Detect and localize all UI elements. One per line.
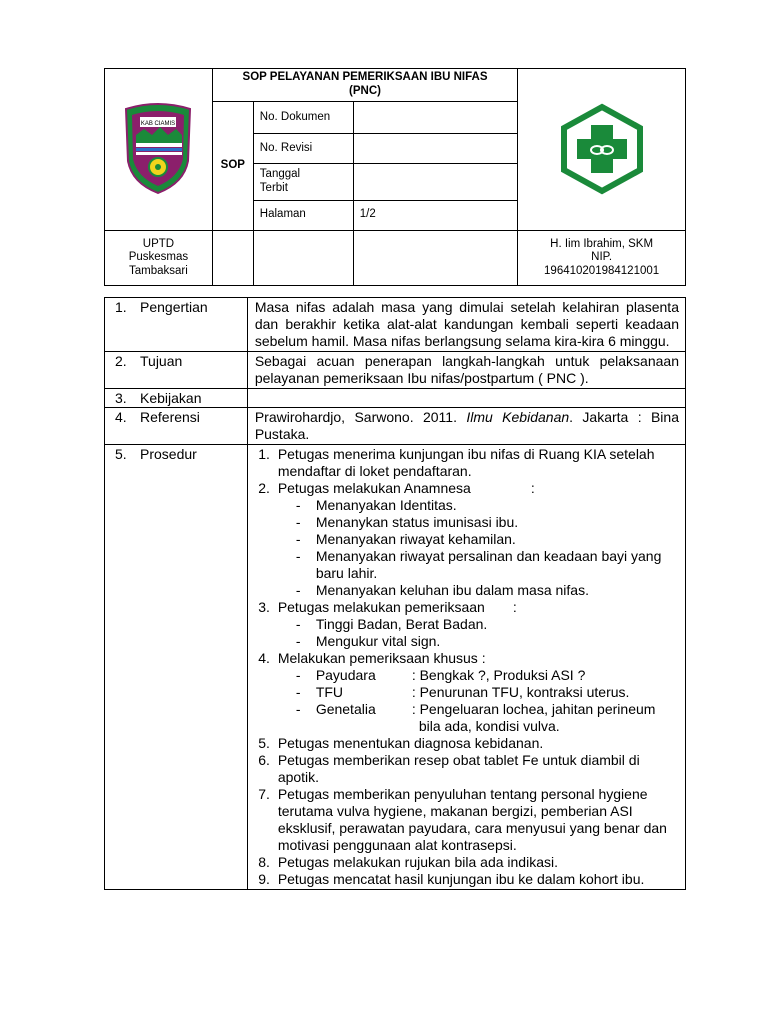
section-referensi bbox=[105, 408, 686, 445]
referensi-author: Prawirohardjo, Sarwono. 2011. bbox=[254, 409, 467, 425]
section-number: 1. bbox=[115, 299, 127, 315]
no-dokumen-value bbox=[353, 102, 517, 134]
step-4 bbox=[274, 650, 679, 735]
referensi-publisher: . Jakarta : Bina Pustaka. bbox=[254, 409, 679, 442]
step-3-colon: : bbox=[512, 599, 517, 615]
list-item: - Menanyakan riwayat kehamilan. bbox=[296, 531, 679, 548]
step-4-list bbox=[278, 667, 679, 735]
puskesmas-logo-icon bbox=[557, 103, 647, 195]
org-line1: UPTD bbox=[142, 237, 175, 250]
empty-cell-label bbox=[253, 230, 353, 285]
list-item: - Menanyakan riwayat persalinan dan keadaan bayi yang baru lahir. bbox=[296, 548, 679, 582]
step-3-text: Petugas melakukan pemeriksaan bbox=[277, 599, 485, 615]
prosedur-steps bbox=[252, 446, 679, 888]
section-label: Tujuan bbox=[140, 353, 183, 369]
prosedur-content bbox=[247, 445, 685, 890]
section-label: Pengertian bbox=[140, 299, 208, 315]
list-item: - Tinggi Badan, Berat Badan. bbox=[296, 616, 679, 633]
section-number: 4. bbox=[115, 409, 127, 425]
list-item: - Mengukur vital sign. bbox=[296, 633, 679, 650]
regency-emblem-icon bbox=[122, 101, 194, 197]
step-3 bbox=[274, 599, 679, 650]
list-item: - Menanyakan Identitas. bbox=[296, 497, 679, 514]
step-9: 9. Petugas mencatat hasil kunjungan ibu ke dalam kohort ibu. bbox=[274, 871, 679, 888]
kebijakan-text bbox=[247, 389, 685, 408]
exam-key: - Payudara bbox=[315, 667, 376, 683]
org-cell bbox=[105, 230, 213, 285]
step-2-list bbox=[278, 497, 679, 599]
step-6: 6. Petugas memberikan resep obat tablet Fe untuk diambil di apotik. bbox=[274, 752, 679, 786]
list-item bbox=[296, 667, 679, 684]
empty-cell-value bbox=[353, 230, 517, 285]
exam-key: - Genetalia bbox=[315, 701, 376, 717]
tujuan-text: Sebagai acuan penerapan langkah-langkah untuk pelaksanaan pelayanan pemeriksaan Ibu nifas/postpartum ( PNC ). bbox=[247, 352, 685, 389]
doc-title-cell bbox=[212, 69, 517, 102]
exam-value: : Penurunan TFU, kontraksi uterus. bbox=[411, 684, 630, 700]
referensi-text bbox=[247, 408, 685, 445]
section-number: 2. bbox=[115, 353, 127, 369]
step-5: 5. Petugas menentukan diagnosa kebidanan. bbox=[274, 735, 679, 752]
no-revisi-value bbox=[353, 134, 517, 164]
step-7: 7. Petugas memberikan penyuluhan tentang personal hygiene terutama vulva hygiene, makanan bergizi, pemberian ASI eksklusif, perawatan payudara, cara menyusui yang benar dan motivasi penggunaan alat kontrasepsi. bbox=[274, 786, 679, 854]
step-4-text: Melakukan pemeriksaan khusus : bbox=[277, 650, 486, 666]
sop-header-table bbox=[104, 68, 686, 286]
tanggal-terbit-value bbox=[353, 164, 517, 201]
section-number: 3. bbox=[115, 390, 127, 406]
doc-title-line1: SOP PELAYANAN PEMERIKSAAN IBU NIFAS bbox=[242, 71, 488, 83]
signer-name: H. Iim Ibrahim, SKM bbox=[550, 237, 654, 250]
sop-label: SOP bbox=[212, 102, 253, 231]
regency-logo-cell bbox=[105, 69, 213, 231]
section-label: Referensi bbox=[140, 409, 200, 425]
org-line3: Tambaksari bbox=[129, 265, 188, 278]
list-item bbox=[296, 684, 679, 701]
org-line2: Puskesmas bbox=[128, 251, 189, 264]
halaman-value: 1/2 bbox=[353, 200, 517, 230]
list-item: - Menanyakan keluhan ibu dalam masa nifas. bbox=[296, 582, 679, 599]
no-revisi-label: No. Revisi bbox=[253, 134, 353, 164]
step-2-colon: : bbox=[530, 480, 535, 496]
puskesmas-logo-cell bbox=[518, 69, 686, 231]
list-item bbox=[296, 701, 679, 735]
exam-value-line2: bila ada, kondisi vulva. bbox=[418, 718, 560, 734]
section-pengertian bbox=[105, 298, 686, 352]
pengertian-text: Masa nifas adalah masa yang dimulai setelah kelahiran plasenta dan berakhir ketika alat-alat kandungan kembali seperti keadaan sebelum hamil. Masa nifas berlangsung selama kira-kira 6 minggu. bbox=[247, 298, 685, 352]
exam-value bbox=[412, 701, 679, 735]
list-item: - Menanykan status imunisasi ibu. bbox=[296, 514, 679, 531]
section-prosedur bbox=[105, 445, 686, 890]
section-label: Prosedur bbox=[140, 446, 197, 462]
sop-content-table bbox=[104, 297, 686, 890]
step-8: 8. Petugas melakukan rujukan bila ada indikasi. bbox=[274, 854, 679, 871]
step-2 bbox=[274, 480, 679, 599]
empty-cell-sop bbox=[212, 230, 253, 285]
emblem-text: KAB CIAMIS bbox=[141, 121, 176, 128]
exam-value-line1: : Pengeluaran lochea, jahitan perineum bbox=[411, 701, 656, 717]
doc-title-line2: (PNC) bbox=[349, 84, 381, 97]
exam-value: : Bengkak ?, Produksi ASI ? bbox=[411, 667, 586, 683]
step-3-list bbox=[278, 616, 679, 650]
signer-nip: 196410201984121001 bbox=[544, 265, 660, 278]
halaman-label: Halaman bbox=[253, 200, 353, 230]
signer-nip-label: NIP. bbox=[591, 251, 613, 264]
section-label: Kebijakan bbox=[140, 390, 202, 406]
exam-key: - TFU bbox=[315, 684, 344, 700]
section-tujuan bbox=[105, 352, 686, 389]
section-kebijakan bbox=[105, 389, 686, 408]
no-dokumen-label: No. Dokumen bbox=[253, 102, 353, 134]
step-1: 1. Petugas menerima kunjungan ibu nifas di Ruang KIA setelah mendaftar di loket pendaftaran. bbox=[274, 446, 679, 480]
section-number: 5. bbox=[115, 446, 127, 462]
step-2-text: Petugas melakukan Anamnesa bbox=[277, 480, 471, 496]
referensi-book-title: Ilmu Kebidanan bbox=[466, 409, 570, 425]
signer-cell bbox=[518, 230, 686, 285]
tanggal-terbit-label: Tanggal Terbit bbox=[253, 164, 353, 201]
